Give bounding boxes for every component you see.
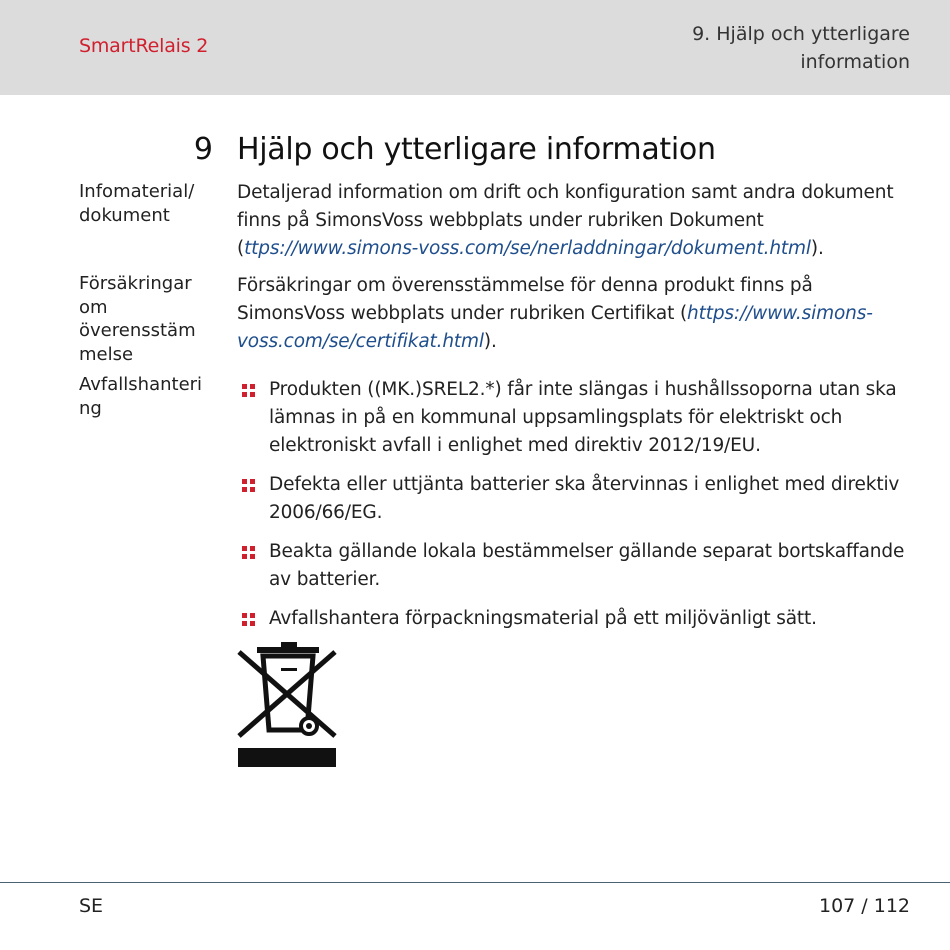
crossed-out-wheelie-bin-icon — [237, 640, 337, 768]
cert-paragraph — [237, 272, 917, 356]
side-label-cert — [79, 272, 214, 366]
info-text: Detaljerad information om drift och konfiguration samt andra dokument finns på SimonsVoss webbplats under rubriken Dokument ( — [237, 182, 894, 259]
red-grid-bullet-icon — [242, 479, 255, 492]
list-item — [237, 538, 917, 594]
info-paragraph — [237, 179, 917, 263]
section-title: Hjälp och ytterligare information — [237, 132, 716, 167]
side-label-waste-line2: ng — [79, 397, 102, 419]
chapter-reference — [610, 20, 910, 76]
page-header — [0, 0, 950, 95]
section-number: 9 — [193, 132, 213, 167]
red-grid-bullet-icon — [242, 384, 255, 397]
cert-tail: ). — [483, 331, 497, 352]
page-number: 107 / 112 — [818, 895, 910, 917]
list-item-text: Defekta eller uttjänta batterier ska återvinnas i enlighet med direktiv 2006/66/EG. — [269, 474, 900, 523]
side-label-cert-line2: om — [79, 296, 108, 318]
language-code: SE — [79, 895, 104, 917]
brand-name: SmartRelais 2 — [79, 35, 209, 57]
cert-text: Försäkringar om överensstämmelse för denna produkt finns på SimonsVoss webbplats under rubriken Certifikat ( — [237, 275, 813, 324]
list-item — [237, 605, 917, 633]
list-item — [237, 471, 917, 527]
footer-divider — [0, 882, 950, 883]
waste-bullet-list — [237, 376, 917, 644]
chapter-reference-line2: information — [800, 51, 910, 73]
red-grid-bullet-icon — [242, 613, 255, 626]
red-grid-bullet-icon — [242, 546, 255, 559]
chapter-reference-line1: 9. Hjälp och ytterligare — [692, 23, 910, 45]
side-label-cert-line1: Försäkringar — [79, 273, 192, 294]
side-label-info-line1: Infomaterial/ — [79, 181, 195, 202]
list-item-text: Produkten ((MK.)SREL2.*) får inte slängas i hushållssoporna utan ska lämnas in på en kommunal uppsamlingsplats för elektriskt och elektroniskt avfall i enlighet med direktiv 2012/19/EU. — [269, 379, 897, 456]
side-label-cert-line3: överensstäm — [79, 320, 196, 341]
side-label-waste-line1: Avfallshanteri — [79, 374, 203, 395]
certificates-link[interactable]: https://www.simons-voss.com/se/certifikat.html — [237, 303, 873, 352]
info-tail: ). — [810, 238, 824, 259]
list-item — [237, 376, 917, 460]
side-label-info — [79, 180, 214, 227]
documents-link[interactable]: ttps://www.simons-voss.com/se/nerladdningar/dokument.html — [244, 238, 811, 259]
side-label-cert-line4: melse — [79, 343, 134, 365]
list-item-text: Beakta gällande lokala bestämmelser gällande separat bortskaffande av batterier. — [269, 541, 905, 590]
side-label-info-line2: dokument — [79, 204, 170, 226]
side-label-waste — [79, 373, 214, 420]
list-item-text: Avfallshantera förpackningsmaterial på ett miljövänligt sätt. — [269, 608, 817, 629]
